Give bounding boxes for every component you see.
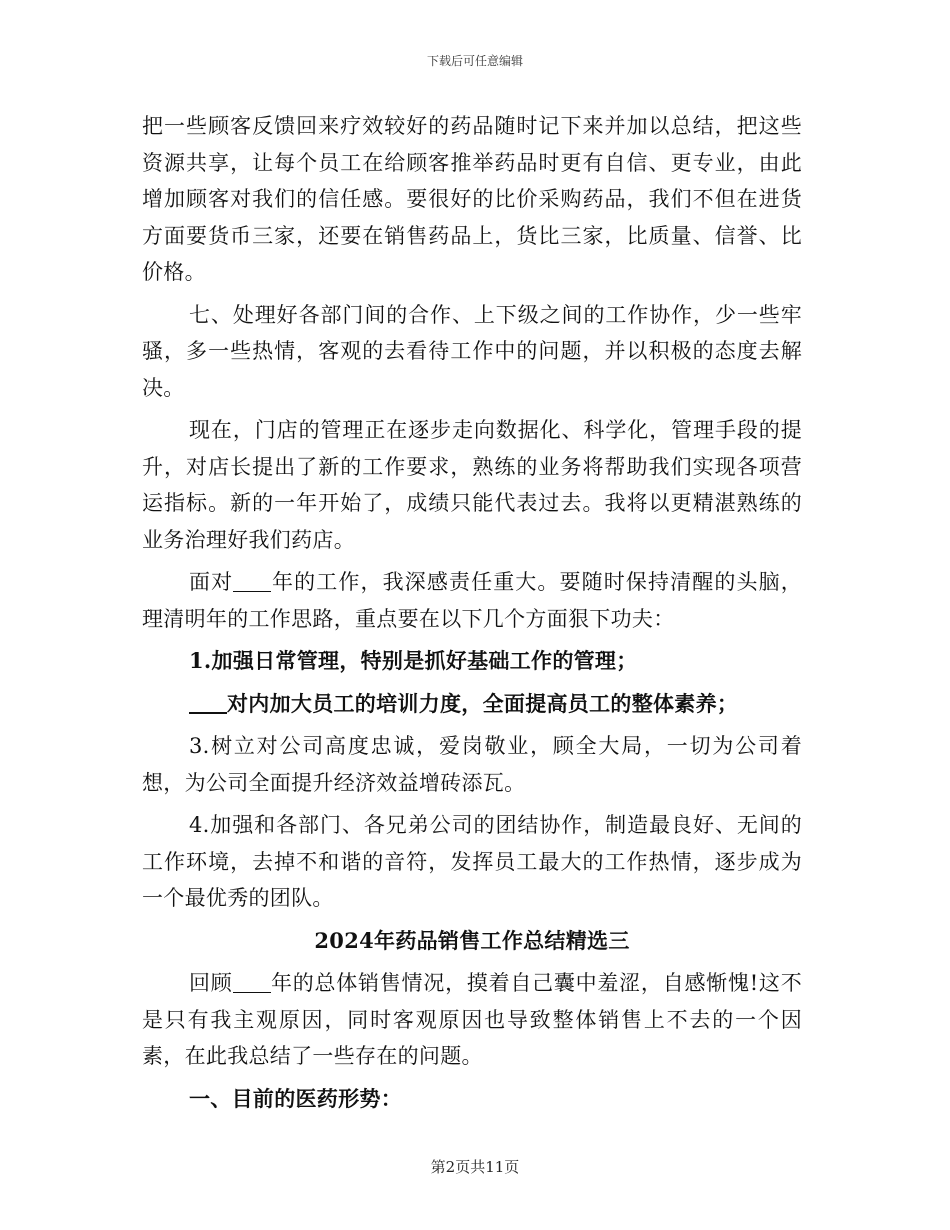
paragraph-facing-year-start: 面对 xyxy=(189,570,234,594)
subheading-medical-situation: 一、目前的医药形势： xyxy=(189,1085,402,1111)
list-item-three: 3.树立对公司高度忠诚，爱岗敬业，顾全大局，一切为公司着想，为公司全面提升经济效益增砖添瓦。 xyxy=(142,734,802,795)
list-item-two xyxy=(142,686,802,723)
paragraph-facing-year xyxy=(142,564,802,637)
paragraph-item-seven: 七、处理好各部门间的合作、上下级之间的工作协作，少一些牢骚，多一些热情，客观的去看待工作中的问题，并以积极的态度去解决。 xyxy=(142,302,802,400)
paragraph-review xyxy=(142,965,802,1075)
list-item-two-text: 对内加大员工的培训力度，全面提高员工的整体素养； xyxy=(227,690,739,716)
page-header-note: 下载后可任意编辑 xyxy=(426,54,523,68)
paragraph-continued: 把一些顾客反馈回来疗效较好的药品随时记下来并加以总结，把这些资源共享，让每个员工在给顾客推举药品时更有自信、更专业，由此增加顾客对我们的信任感。要很好的比价采购药品，我们不但在进货方面要货币三家，还要在销售药品上，货比三家，比质量、信誉、比价格。 xyxy=(142,114,802,284)
paragraph-review-rest: 年的总体销售情况，摸着自己囊中羞涩，自感惭愧!这不是只有我主观原因，同时客观原因也导致整体销售上不去的一个因素，在此我总结了一些存在的问题。 xyxy=(142,971,802,1068)
page-footer-number: 第2页共11页 xyxy=(430,1158,520,1176)
year-blank-review xyxy=(233,972,271,993)
list-item-four: 4.加强和各部门、各兄弟公司的团结协作，制造最良好、无间的工作环境，去掉不和谐的音符，发挥员工最大的工作热情，逐步成为一个最优秀的团队。 xyxy=(142,813,802,910)
year-blank xyxy=(233,571,271,592)
section-title: 2024年药品销售工作总结精选三 xyxy=(314,927,630,953)
paragraph-current-status: 现在，门店的管理正在逐步走向数据化、科学化，管理手段的提升，对店长提出了新的工作要求，熟练的业务将帮助我们实现各项营运指标。新的一年开始了，成绩只能代表过去。我将以更精湛熟练的业务治理好我们药店。 xyxy=(142,418,802,552)
document-body xyxy=(142,108,802,1123)
item-number-blank xyxy=(189,692,227,714)
list-item-one: 1.加强日常管理，特别是抓好基础工作的管理； xyxy=(189,648,638,673)
paragraph-review-start: 回顾 xyxy=(189,971,233,995)
paragraph-facing-year-rest: 年的工作，我深感责任重大。要随时保持清醒的头脑，理清明年的工作思路，重点要在以下几个方面狠下功夫： xyxy=(142,570,802,631)
